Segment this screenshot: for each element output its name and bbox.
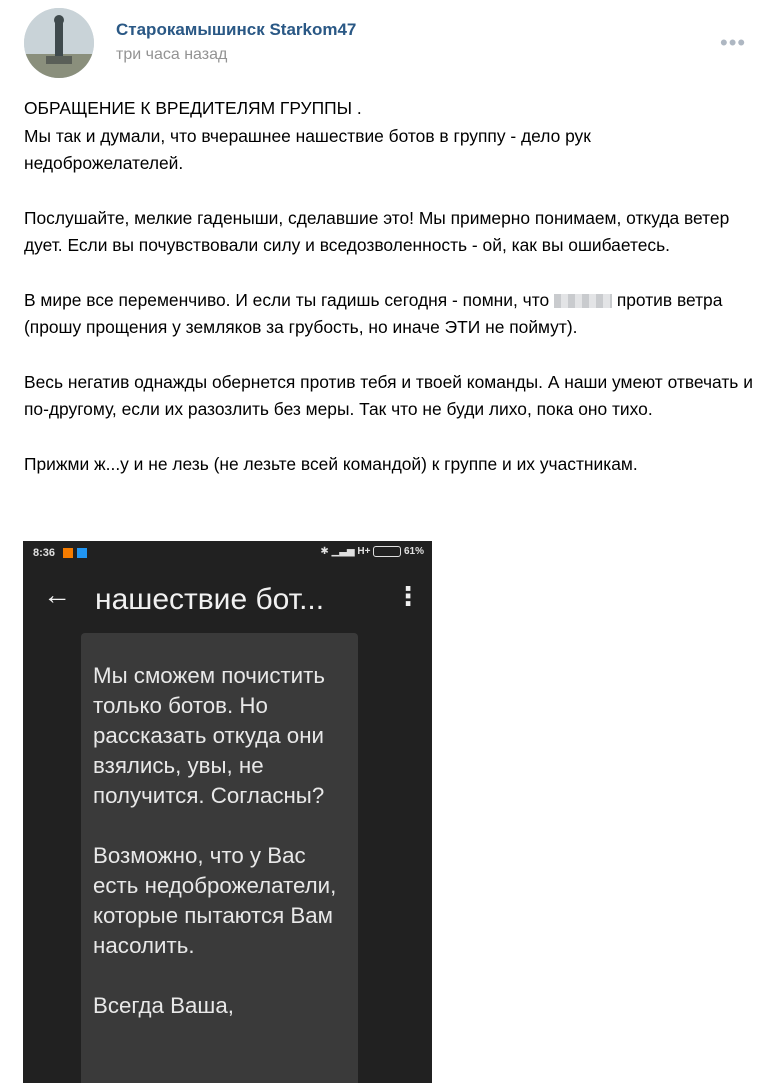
signal-icon: ▁▃▅ <box>331 546 355 558</box>
group-avatar[interactable] <box>24 8 94 78</box>
phone-app-bar <box>23 565 432 633</box>
chat-title: нашествие бот... <box>95 583 325 616</box>
message-paragraph: Возможно, что у Вас есть недоброжелатели, которые пытаются Вам насолить. <box>93 843 337 958</box>
post-paragraph-text: Послушайте, мелкие гаденыши, сделавшие это! Мы примерно понимаем, откуда ветер дует. Если вы почувствовали силу и вседозволенность - ой, как вы ошибаетесь. <box>24 207 730 255</box>
message-text <box>93 661 353 1051</box>
battery-percent: 61% <box>403 546 424 558</box>
more-horizontal-icon[interactable]: ••• <box>720 30 747 55</box>
avatar-image <box>24 8 94 78</box>
post-paragraph <box>24 369 754 424</box>
notification-icon <box>77 548 87 558</box>
phone-status-bar <box>23 541 432 565</box>
post-paragraph <box>24 205 754 260</box>
message-bubble <box>81 633 358 1083</box>
notification-icon <box>63 548 73 558</box>
post-paragraph-text: ОБРАЩЕНИЕ К ВРЕДИТЕЛЯМ ГРУППЫ . Мы так и думали, что вчерашнее нашествие ботов в группу - дело рук недоброжелателей. <box>24 98 591 173</box>
post-paragraph-text: Весь негатив однажды обернется против тебя и твоей команды. А наши умеют отвечать и по-другому, если их разозлить без меры. Так что не буди лихо, пока оно тихо. <box>24 371 753 419</box>
blurred-word <box>554 294 612 308</box>
post-paragraph-text: против ветра (прошу прощения у земляков за грубость, но иначе ЭТИ не поймут). <box>24 289 723 337</box>
more-vertical-icon[interactable]: ⋮ <box>395 581 421 611</box>
network-type: H+ <box>357 546 371 558</box>
message-paragraph: Всегда Ваша, <box>93 993 234 1018</box>
post-paragraph <box>24 451 754 479</box>
attached-screenshot[interactable] <box>23 541 432 1083</box>
back-arrow-icon[interactable]: ← <box>43 579 71 610</box>
post-paragraph <box>24 95 754 178</box>
battery-icon <box>373 546 401 557</box>
post-timestamp[interactable]: три часа назад <box>116 46 228 63</box>
post-header <box>0 0 770 80</box>
post-paragraph <box>24 287 754 342</box>
post-paragraph-text: В мире все переменчиво. И если ты гадишь сегодня - помни, что <box>24 289 550 310</box>
post-paragraph-text: Прижми ж...у и не лезь (не лезьте всей командой) к группе и их участникам. <box>24 453 638 474</box>
bluetooth-icon: ✱ <box>320 546 329 558</box>
post-author-link[interactable]: Старокамышинск Starkom47 <box>116 20 357 39</box>
message-paragraph: Мы сможем почистить только ботов. Но рассказать откуда они взялись, увы, не получится. Согласны? <box>93 663 325 808</box>
status-time: 8:36 <box>33 547 56 559</box>
post-body <box>24 95 754 505</box>
status-indicators <box>320 546 424 557</box>
